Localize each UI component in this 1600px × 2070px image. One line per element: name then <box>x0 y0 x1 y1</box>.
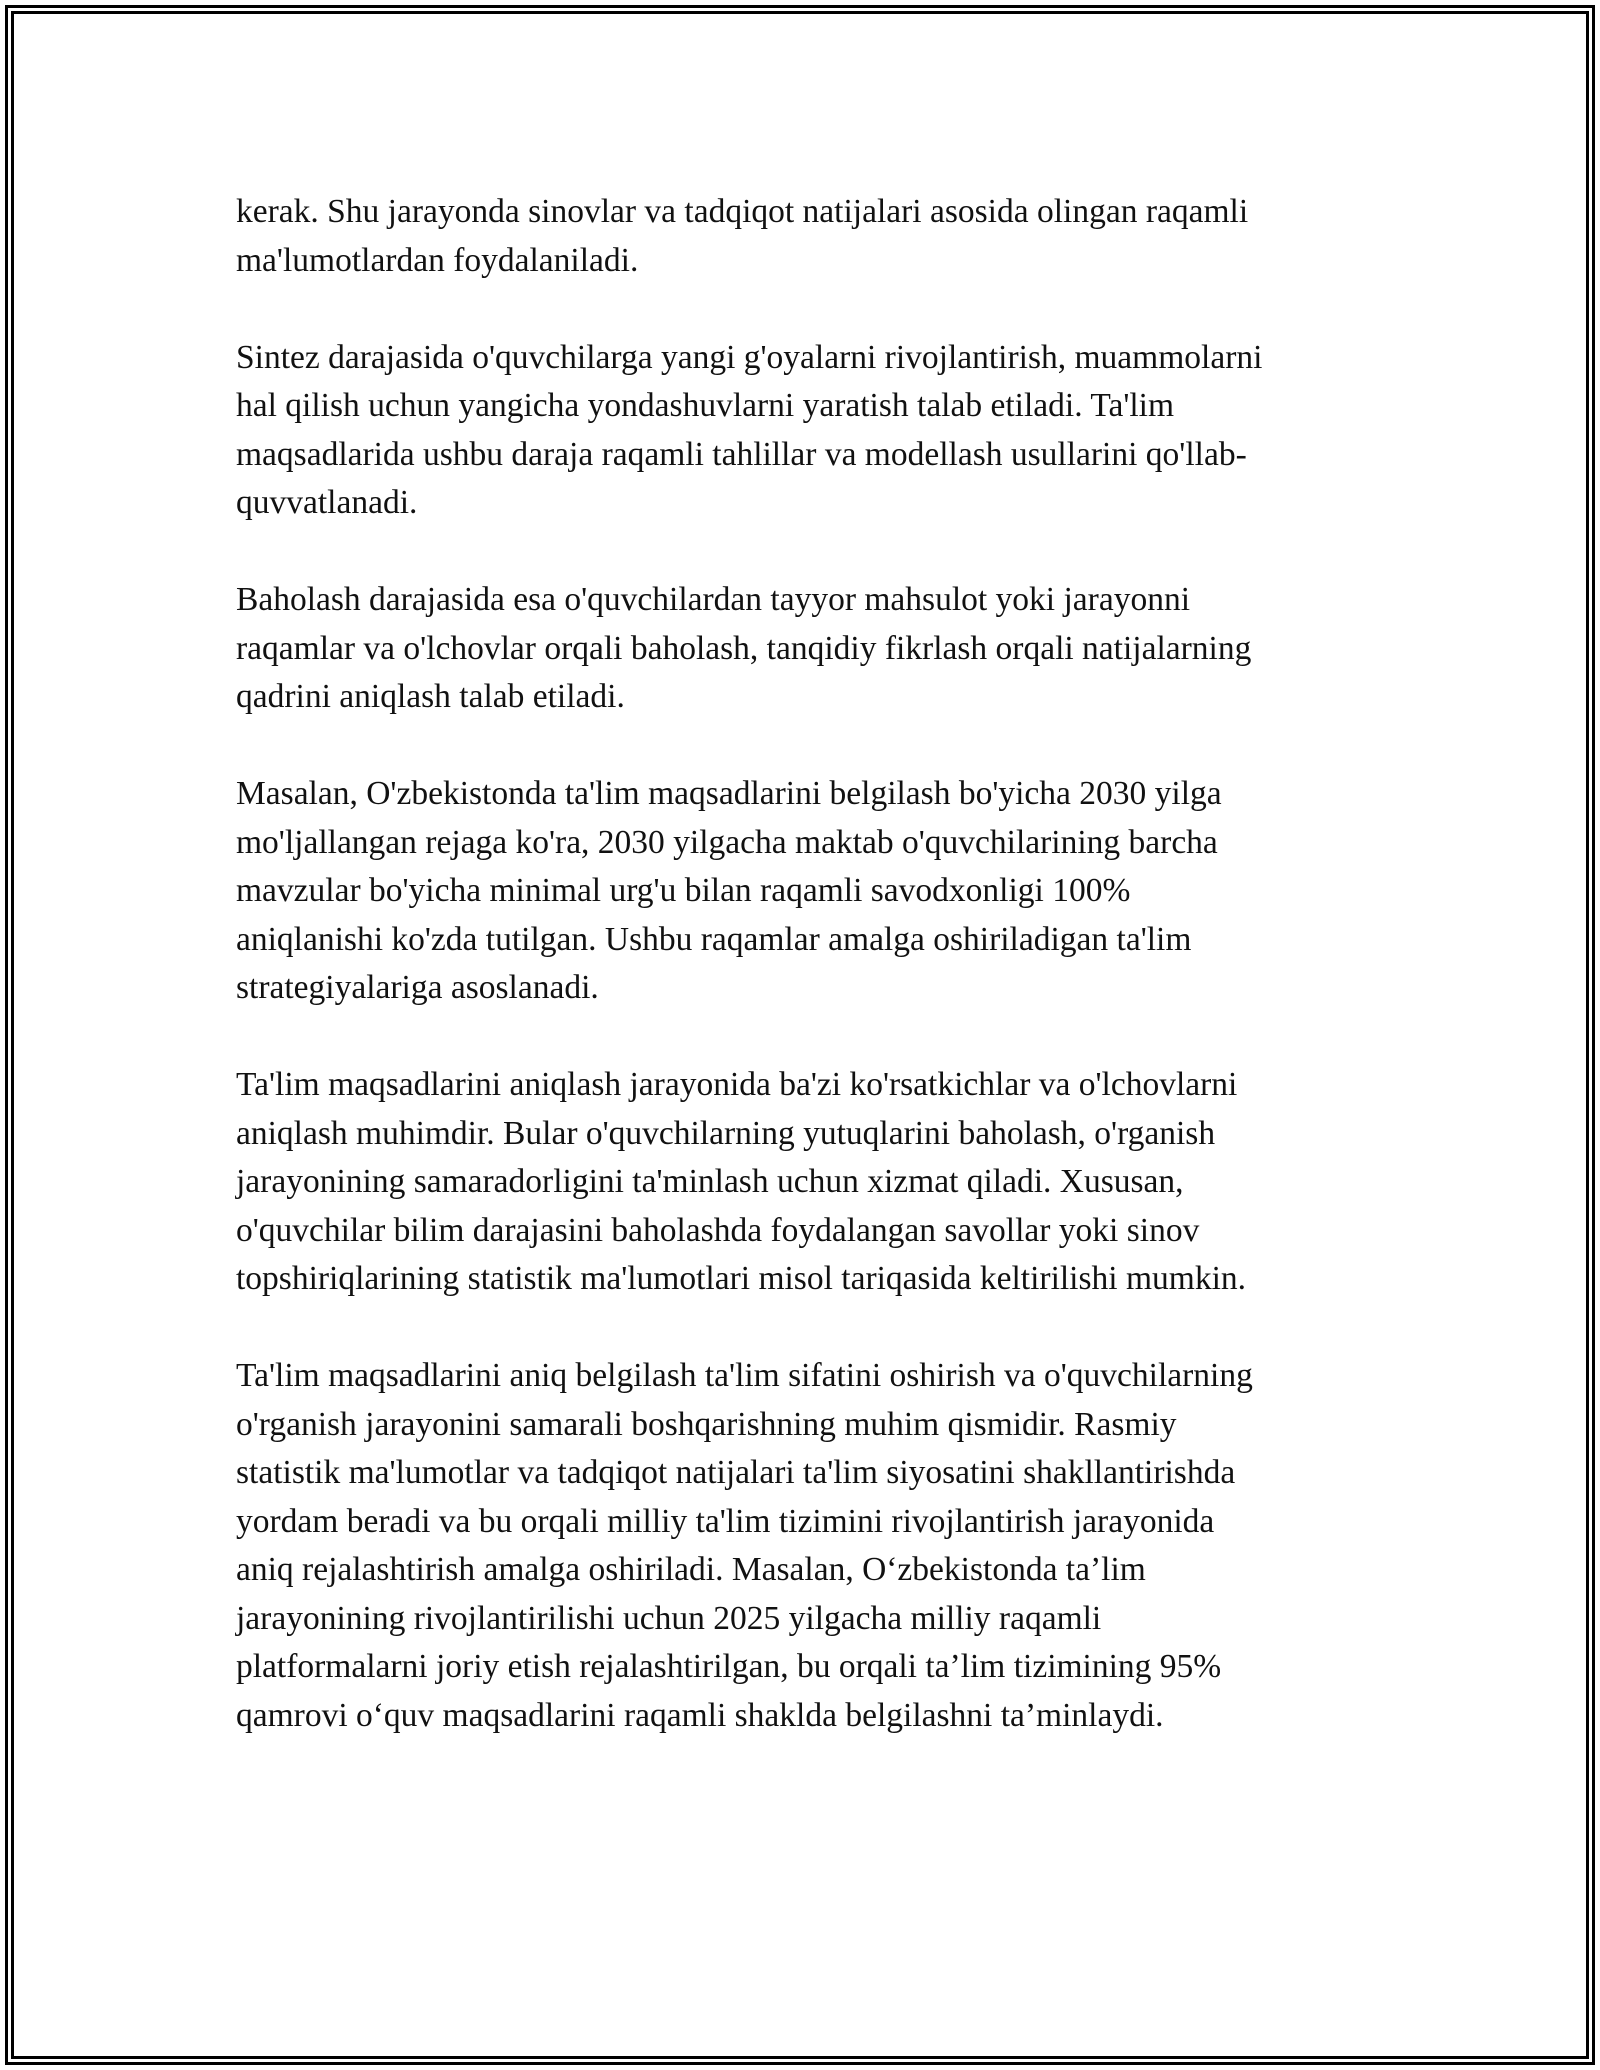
paragraph-1: kerak. Shu jarayonda sinovlar va tadqiqot natijalari asosida olingan raqamli ma'lumotlardan foydalaniladi. <box>236 193 1249 279</box>
paragraph-5: Ta'lim maqsadlarini aniqlash jarayonida ba'zi ko'rsatkichlar va o'lchovlarni aniqlash muhimdir. Bular o'quvchilarning yutuqlarini baholash, o'rganish jarayonining samaradorligini ta'minlash uchun xizmat qiladi. Xususan, o'quvchilar bilim darajasini baholashda foydalangan savollar yoki sinov topshiriqlarining statistik ma'lumotlari misol tariqasida keltirilishi mumkin. <box>236 1066 1247 1297</box>
document-body <box>236 188 1386 1789</box>
paragraph-2: Sintez darajasida o'quvchilarga yangi g'oyalarni rivojlantirish, muammolarni hal qilish uchun yangicha yondashuvlarni yaratish talab etiladi. Ta'lim maqsadlarida ushbu daraja raqamli tahlillar va modellash usullarini qo'llab- quvvatlanadi. <box>236 338 1263 521</box>
paragraph-4: Masalan, O'zbekistonda ta'lim maqsadlarini belgilash bo'yicha 2030 yilga mo'ljallangan rejaga ko'ra, 2030 yilgacha maktab o'quvchilarining barcha mavzular bo'yicha minimal urg'u bilan raqamli savodxonligi 100% aniqlanishi ko'zda tutilgan. Ushbu raqamlar amalga oshiriladigan ta'lim strategiyalariga asoslanadi. <box>236 775 1222 1006</box>
paragraph-3: Baholash darajasida esa o'quvchilardan tayyor mahsulot yoki jarayonni raqamlar va o'lchovlar orqali baholash, tanqidiy fikrlash orqali natijalarning qadrini aniqlash talab etiladi. <box>236 581 1252 715</box>
paragraph-6: Ta'lim maqsadlarini aniq belgilash ta'lim sifatini oshirish va o'quvchilarning o'rganish jarayonini samarali boshqarishning muhim qismidir. Rasmiy statistik ma'lumotlar va tadqiqot natijalari ta'lim siyosatini shakllantirishda yordam beradi va bu orqali milliy ta'lim tizimini rivojlantirish jarayonida aniq rejalashtirish amalga oshiriladi. Masalan, O‘zbekistonda ta’lim jarayonining rivojlantirilishi uchun 2025 yilgacha milliy raqamli platformalarni joriy etish rejalashtirilgan, bu orqali ta’lim tizimining 95% qamrovi o‘quv maqsadlarini raqamli shaklda belgilashni ta’minlaydi. <box>236 1357 1253 1734</box>
